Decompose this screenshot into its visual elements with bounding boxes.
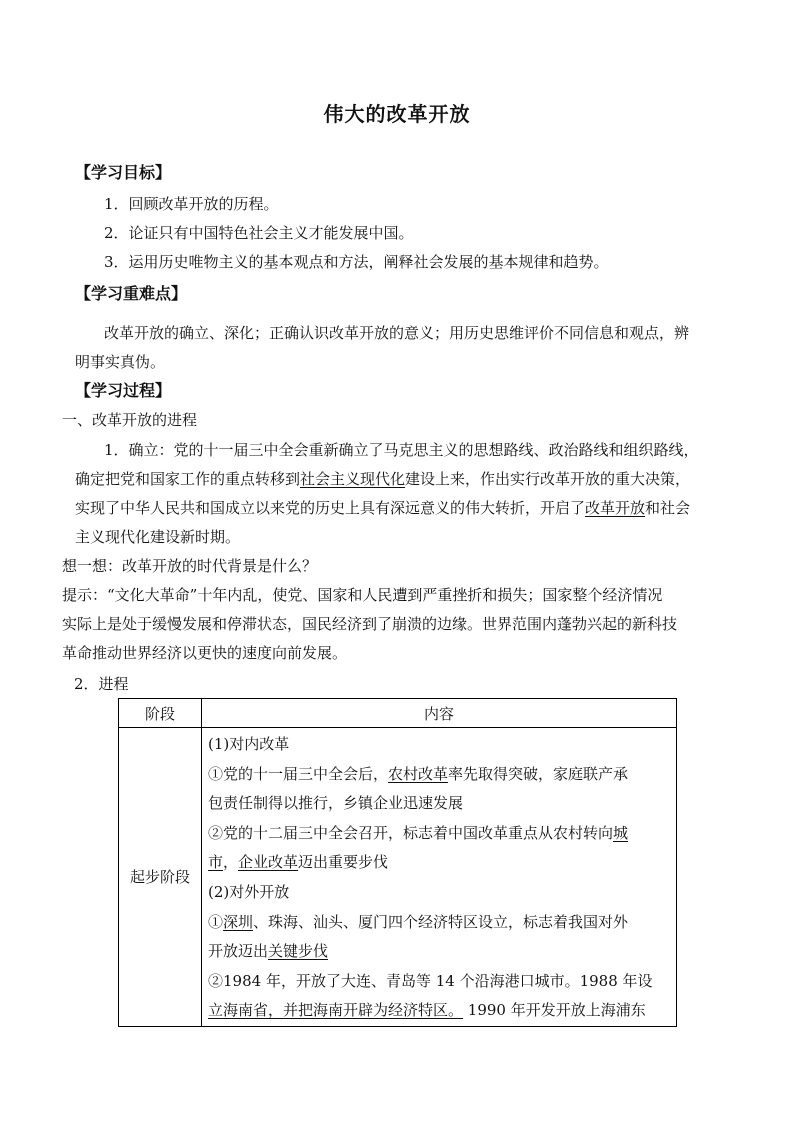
section-1-heading: 一、改革开放的进程 — [62, 411, 198, 429]
text-span: 、珠海、汕头、厦门四个经济特区设立，标志着我国对外 — [253, 912, 629, 931]
text-span: 确定把党和国家工作的重点转移到 — [75, 470, 301, 488]
process-heading: 【学习过程】 — [75, 381, 172, 400]
content-line: (1)对内改革 — [208, 735, 290, 753]
goal-item-3: 3．运用历史唯物主义的基本观点和方法，阐释社会发展的基本规律和趋势。 — [104, 253, 609, 271]
underlined-term: 关键步伐 — [268, 942, 329, 961]
content-line — [208, 996, 672, 1026]
content-line: (2)对外开放 — [208, 882, 290, 901]
text-span: ①党的十一届三中全会后， — [208, 764, 389, 783]
underlined-term: 改革开放 — [585, 499, 646, 517]
key-points-line-1: 改革开放的确立、深化；正确认识改革开放的意义；用历史思维评价不同信息和观点，辨 — [104, 324, 690, 342]
text-span: 率先取得突破，家庭联产承 — [448, 764, 629, 783]
text-span: ① — [208, 912, 224, 931]
content-line: ②1984 年，开放了大连、青岛等 14 个沿海港口城市。1988 年设 — [208, 971, 653, 990]
think-question: 想一想：改革开放的时代背景是什么？ — [62, 557, 318, 575]
text-span: 和社会 — [645, 499, 691, 517]
key-points-heading: 【学习重难点】 — [75, 284, 188, 303]
content-line: 包责任制得以推行，乡镇企业迅速发展 — [208, 794, 464, 813]
content-line — [208, 819, 672, 849]
section-2-heading: 2．进程 — [74, 675, 129, 693]
hint-line-2: 实际上是处于缓慢发展和停滞状态，国民经济到了崩溃的边缘。世界范围内蓬勃兴起的新科技 — [62, 615, 678, 633]
table-header-row — [119, 699, 677, 728]
stage-content — [202, 728, 677, 1027]
header-content: 内容 — [202, 699, 677, 728]
hint-line-3: 革命推动世界经济以更快的速度向前发展。 — [62, 644, 348, 662]
goals-heading: 【学习目标】 — [75, 163, 172, 182]
paragraph-1-line-4: 主义现代化建设新时期。 — [75, 528, 241, 546]
content-line — [208, 848, 672, 878]
goal-item-2: 2．论证只有中国特色社会主义才能发展中国。 — [104, 224, 414, 242]
text-span: ②党的十二届三中全会召开，标志着中国改革重点从农村转向 — [208, 823, 614, 842]
progress-table — [118, 698, 677, 1027]
underlined-term: 企业改革 — [238, 853, 299, 872]
content-line — [208, 760, 672, 790]
text-span: 迈出重要步伐 — [298, 853, 389, 872]
underlined-term: 立海南省，并把海南开辟为 — [208, 1001, 389, 1020]
text-span: ， — [223, 853, 239, 872]
stage-label: 起步阶段 — [119, 728, 202, 1027]
paragraph-1-line-1: 1．确立：党的十一届三中全会重新确立了马克思主义的思想路线、政治路线和组织路线， — [104, 441, 699, 459]
content-line — [208, 937, 672, 967]
paragraph-1-line-2 — [75, 465, 725, 493]
header-stage: 阶段 — [119, 699, 202, 728]
goal-item-1: 1．回顾改革开放的历程。 — [104, 195, 279, 213]
paragraph-1-line-3 — [75, 494, 725, 522]
underlined-term: 市 — [208, 853, 224, 872]
key-points-line-2: 明事实真伪。 — [75, 353, 166, 371]
underlined-term: 经济特区。 — [388, 1001, 464, 1020]
underlined-term: 社会主义现代化 — [300, 470, 406, 488]
text-span: 实现了中华人民共和国成立以来党的历史上具有深远意义的伟大转折，开启了 — [75, 499, 586, 517]
content-line — [208, 908, 672, 938]
hint-line-1: 提示：“文化大革命”十年内乱，使党、国家和人民遭到严重挫折和损失；国家整个经济情况 — [62, 586, 663, 604]
text-span: 1990 年开发开放上海浦东 — [463, 1001, 646, 1020]
text-span: 开放迈出 — [208, 942, 269, 961]
underlined-term: 农村改革 — [388, 764, 449, 783]
underlined-term: 深圳 — [223, 912, 254, 931]
text-span: 建设上来，作出实行改革开放的重大决策， — [405, 470, 691, 488]
underlined-term: 城 — [613, 823, 629, 842]
page-title: 伟大的改革开放 — [323, 102, 471, 126]
table-row — [119, 728, 677, 1027]
